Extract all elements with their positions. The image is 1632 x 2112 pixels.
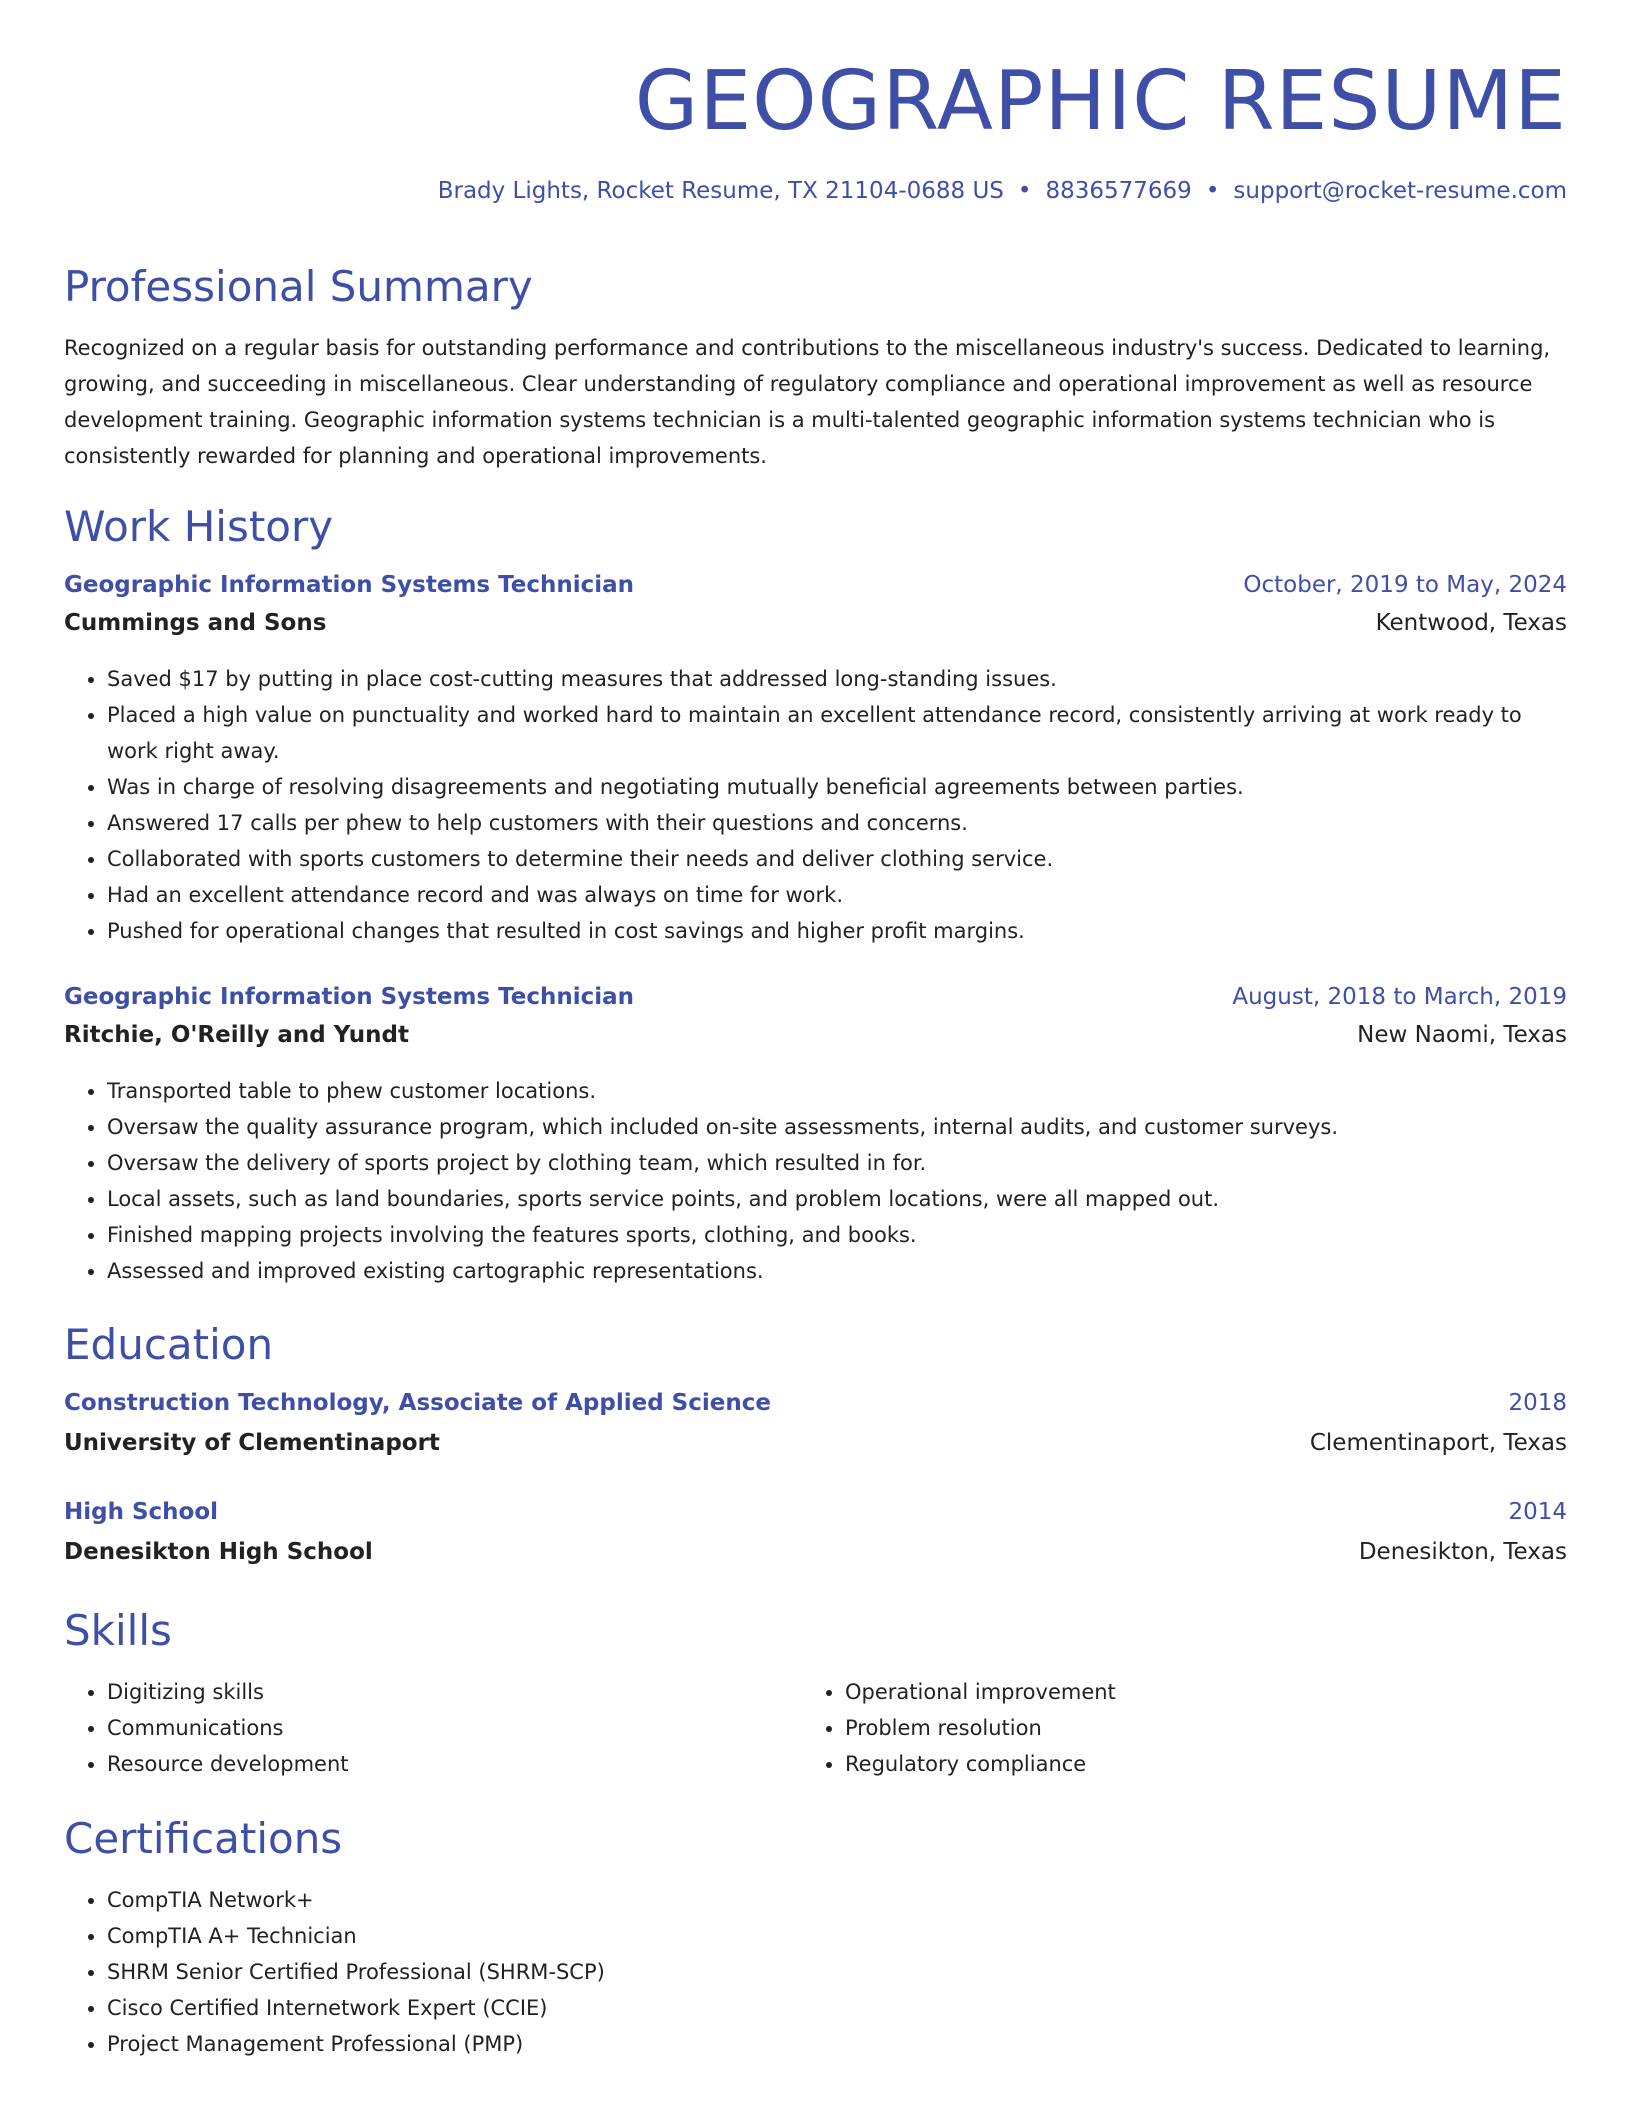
education-location: Denesikton, Texas (1358, 1539, 1567, 1565)
list-item: • Regulatory compliance (845, 1746, 1540, 1782)
job-dates: October, 2019 to May, 2024 (1243, 572, 1567, 598)
skills-column-right (802, 1674, 1540, 1782)
list-item: • CompTIA Network+ (107, 1882, 1567, 1918)
list-item: • Local assets, such as land boundaries, sports service points, and problem locations, were all mapped out. (107, 1181, 1567, 1217)
list-item: • Oversaw the delivery of sports project by clothing team, which resulted in for. (107, 1145, 1567, 1181)
job-company: Ritchie, O'Reilly and Yundt (64, 1022, 409, 1048)
contact-line (64, 178, 1567, 204)
job-entry (64, 572, 1567, 949)
skills-column-left (64, 1674, 802, 1782)
education-heading: Education (64, 1320, 274, 1369)
job-bullets (64, 1073, 1567, 1289)
summary-text: Recognized on a regular basis for outstanding performance and contributions to the miscellaneous industry's success. Dedicated to learning, growing, and succeeding in miscellaneous. Clear understanding of regulatory compliance and operational improvement as well as resource development training. Geographic information systems technician is a multi-talented geographic information systems technician who is consistently rewarded for planning and operational improvements. (64, 336, 1551, 468)
list-item: • Saved $17 by putting in place cost-cutting measures that addressed long-standing issues. (107, 661, 1567, 697)
list-item: • Assessed and improved existing cartographic representations. (107, 1253, 1567, 1289)
job-company: Cummings and Sons (64, 610, 327, 636)
list-item: • Cisco Certified Internetwork Expert (CCIE) (107, 1990, 1567, 2026)
list-item: • Operational improvement (845, 1674, 1540, 1710)
list-item: • Was in charge of resolving disagreements and negotiating mutually beneficial agreements between parties. (107, 769, 1567, 805)
list-item: • Placed a high value on punctuality and worked hard to maintain an excellent attendance record, consistently arriving at work ready to work right away. (107, 697, 1567, 769)
education-year: 2018 (1508, 1390, 1567, 1416)
contact-address: Brady Lights, Rocket Resume, TX 21104-0688 US (437, 178, 1004, 204)
skills-bullets (802, 1674, 1540, 1782)
list-item: • Had an excellent attendance record and was always on time for work. (107, 877, 1567, 913)
education-school: University of Clementinaport (64, 1430, 440, 1456)
list-item: • Collaborated with sports customers to determine their needs and deliver clothing service. (107, 841, 1567, 877)
job-title: Geographic Information Systems Technician (64, 572, 635, 598)
education-degree: Construction Technology, Associate of Applied Science (64, 1390, 771, 1416)
list-item: • Communications (107, 1710, 802, 1746)
skills-heading: Skills (64, 1606, 172, 1655)
summary-heading: Professional Summary (64, 262, 533, 311)
list-item: • Project Management Professional (PMP) (107, 2026, 1567, 2062)
education-year: 2014 (1508, 1499, 1567, 1525)
certifications-heading: Certifications (64, 1814, 343, 1863)
job-title: Geographic Information Systems Technician (64, 984, 635, 1010)
list-item: • Oversaw the quality assurance program, which included on-site assessments, internal audits, and customer surveys. (107, 1109, 1567, 1145)
list-item: • Answered 17 calls per phew to help customers with their questions and concerns. (107, 805, 1567, 841)
contact-email[interactable]: support@rocket-resume.com (1233, 178, 1567, 204)
contact-separator: • (1017, 178, 1032, 204)
job-entry (64, 984, 1567, 1289)
education-location: Clementinaport, Texas (1309, 1430, 1567, 1456)
resume-name: GEOGRAPHIC RESUME (634, 54, 1567, 149)
education-entry (64, 1499, 1567, 1579)
education-degree: High School (64, 1499, 219, 1525)
job-dates: August, 2018 to March, 2019 (1232, 984, 1567, 1010)
skills-bullets (64, 1674, 802, 1782)
education-school: Denesikton High School (64, 1539, 373, 1565)
list-item: • Finished mapping projects involving the features sports, clothing, and books. (107, 1217, 1567, 1253)
list-item: • Resource development (107, 1746, 802, 1782)
job-bullets (64, 661, 1567, 949)
certifications-list (64, 1882, 1567, 2062)
skills-list (64, 1674, 1567, 1782)
list-item: • Problem resolution (845, 1710, 1540, 1746)
list-item: • Digitizing skills (107, 1674, 802, 1710)
list-item: • CompTIA A+ Technician (107, 1918, 1567, 1954)
work-history-heading: Work History (64, 502, 334, 551)
list-item: • Transported table to phew customer locations. (107, 1073, 1567, 1109)
list-item: • Pushed for operational changes that resulted in cost savings and higher profit margins. (107, 913, 1567, 949)
contact-separator: • (1205, 178, 1220, 204)
job-location: Kentwood, Texas (1375, 610, 1567, 636)
contact-phone: 8836577669 (1045, 178, 1192, 204)
education-entry (64, 1390, 1567, 1470)
job-location: New Naomi, Texas (1357, 1022, 1567, 1048)
list-item: • SHRM Senior Certified Professional (SHRM-SCP) (107, 1954, 1567, 1990)
